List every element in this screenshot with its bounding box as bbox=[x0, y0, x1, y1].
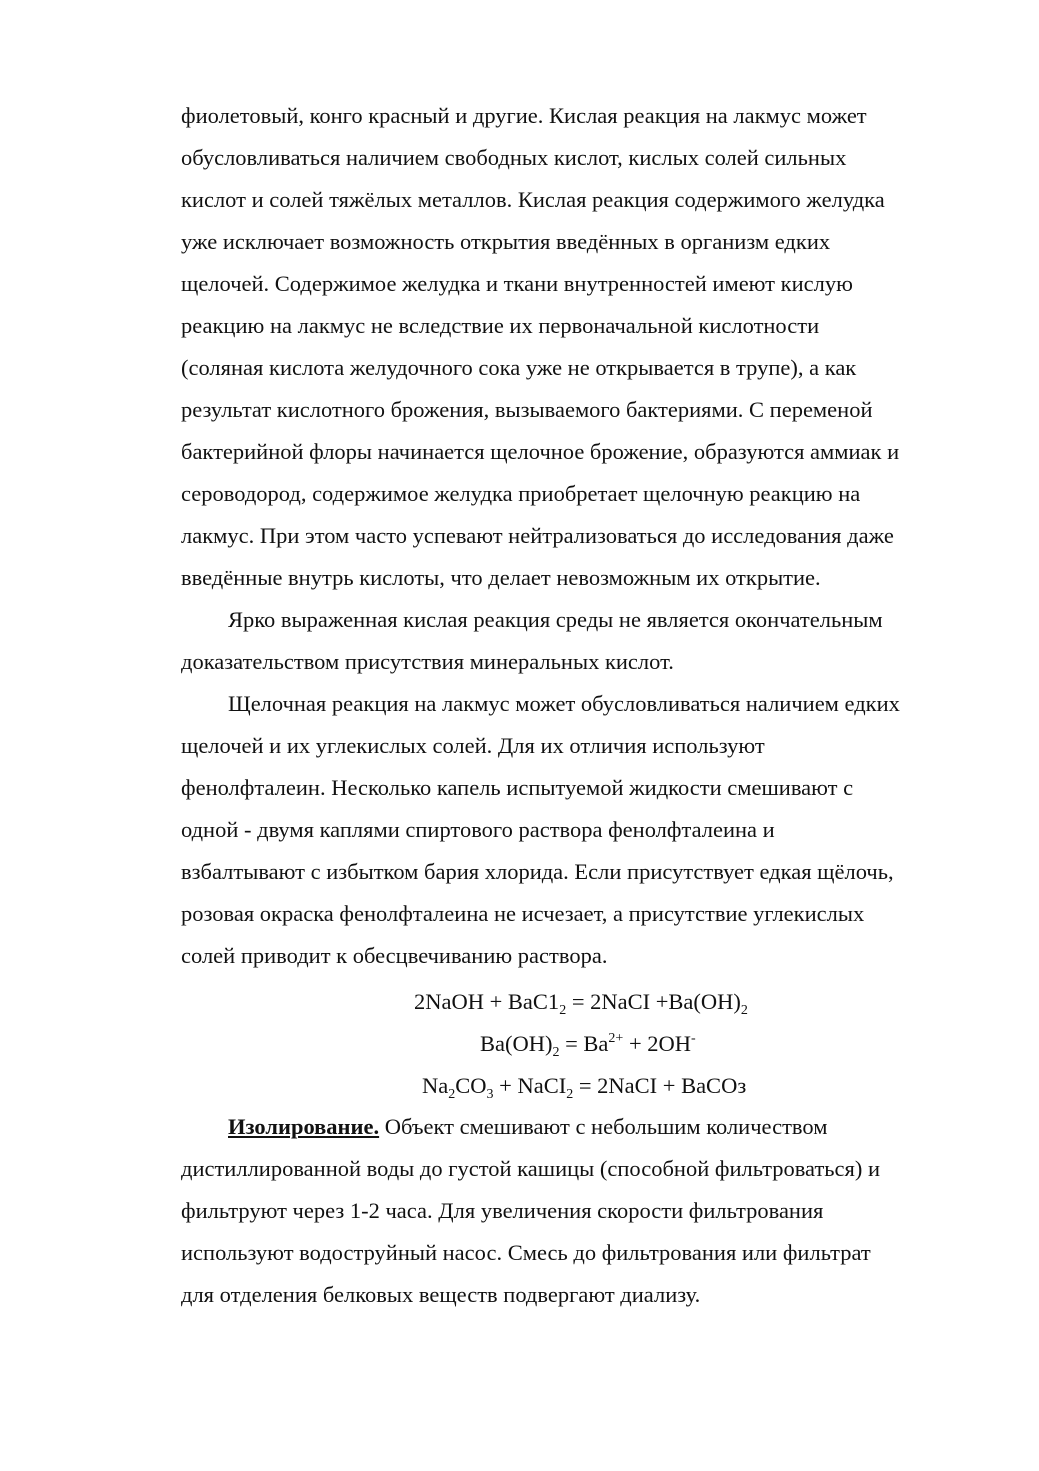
equation-text: 2NaOH + BaC1 bbox=[414, 989, 560, 1014]
equation-3 bbox=[422, 1071, 746, 1101]
text-line: сероводород, содержимое желудка приобретает щелочную реакцию на bbox=[181, 481, 861, 506]
text-line bbox=[181, 1106, 971, 1148]
paragraph-strong-acid-reaction bbox=[181, 599, 971, 683]
text-body bbox=[181, 95, 971, 977]
text-line: обусловливаться наличием свободных кислот, кислых солей сильных bbox=[181, 145, 847, 170]
paragraph-isolation bbox=[181, 1106, 971, 1316]
text-line: дистиллированной воды до густой кашицы (способной фильтроваться) и bbox=[181, 1156, 881, 1181]
text-line: для отделения белковых веществ подвергают диализу. bbox=[181, 1282, 701, 1307]
text-line: взбалтывают с избытком бария хлорида. Если присутствует едкая щёлочь, bbox=[181, 859, 894, 884]
text-line: введённые внутрь кислоты, что делает невозможным их открытие. bbox=[181, 565, 821, 590]
text-line: кислот и солей тяжёлых металлов. Кислая реакция содержимого желудка bbox=[181, 187, 885, 212]
text-line: (соляная кислота желудочного сока уже не открывается в трупе), а как bbox=[181, 355, 857, 380]
text-fragment: Объект смешивают с небольшим количеством bbox=[379, 1114, 828, 1139]
equation-text: CO bbox=[455, 1073, 487, 1098]
text-line: Щелочная реакция на лакмус может обусловливаться наличием едких bbox=[228, 691, 900, 716]
text-line: солей приводит к обесцвечиванию раствора. bbox=[181, 943, 608, 968]
equation-text: = 2NaCI + BaCOз bbox=[573, 1073, 747, 1098]
equation-subscript: 2 bbox=[566, 1087, 574, 1102]
equation-1 bbox=[414, 987, 748, 1017]
equation-text: Ba(OH) bbox=[480, 1031, 553, 1056]
text-line: результат кислотного брожения, вызываемого бактериями. С переменой bbox=[181, 397, 873, 422]
paragraph-litmus-acid bbox=[181, 95, 971, 599]
text-line: фильтруют через 1-2 часа. Для увеличения скорости фильтрования bbox=[181, 1198, 824, 1223]
equation-text: = Ba bbox=[559, 1031, 609, 1056]
equation-text: + 2OH bbox=[623, 1031, 692, 1056]
equation-superscript: - bbox=[691, 1031, 696, 1046]
text-line: уже исключает возможность открытия введённых в организм едких bbox=[181, 229, 831, 254]
text-line: используют водоструйный насос. Смесь до фильтрования или фильтрат bbox=[181, 1240, 871, 1265]
text-line: бактерийной флоры начинается щелочное брожение, образуются аммиак и bbox=[181, 439, 900, 464]
text-line: щелочей. Содержимое желудка и ткани внутренностей имеют кислую bbox=[181, 271, 853, 296]
text-line: розовая окраска фенолфталеина не исчезает, а присутствие углекислых bbox=[181, 901, 865, 926]
equation-subscript: 2 bbox=[740, 1003, 748, 1018]
equation-text: + NaCI bbox=[493, 1073, 567, 1098]
text-line: фиолетовый, конго красный и другие. Кислая реакция на лакмус может bbox=[181, 103, 867, 128]
text-line: щелочей и их углекислых солей. Для их отличия используют bbox=[181, 733, 765, 758]
equation-subscript: 2 bbox=[448, 1087, 456, 1102]
equation-subscript: 3 bbox=[486, 1087, 494, 1102]
text-line: лакмус. При этом часто успевают нейтрализоваться до исследования даже bbox=[181, 523, 894, 548]
text-line: доказательством присутствия минеральных кислот. bbox=[181, 649, 674, 674]
equation-superscript: 2+ bbox=[608, 1031, 624, 1046]
equation-text: = 2NaCI +Ba(OH) bbox=[566, 989, 741, 1014]
text-line: реакцию на лакмус не вследствие их первоначальной кислотности bbox=[181, 313, 820, 338]
equation-subscript: 2 bbox=[559, 1003, 567, 1018]
text-line: Ярко выраженная кислая реакция среды не является окончательным bbox=[228, 607, 883, 632]
equation-text: Na bbox=[422, 1073, 449, 1098]
section-heading: Изолирование. bbox=[228, 1114, 380, 1139]
equation-subscript: 2 bbox=[552, 1045, 560, 1060]
paragraph-alkaline-reaction bbox=[181, 683, 971, 977]
text-line: фенолфталеин. Несколько капель испытуемой жидкости смешивают с bbox=[181, 775, 854, 800]
equation-2 bbox=[480, 1029, 696, 1059]
text-line: одной - двумя каплями спиртового раствора фенолфталеина и bbox=[181, 817, 775, 842]
